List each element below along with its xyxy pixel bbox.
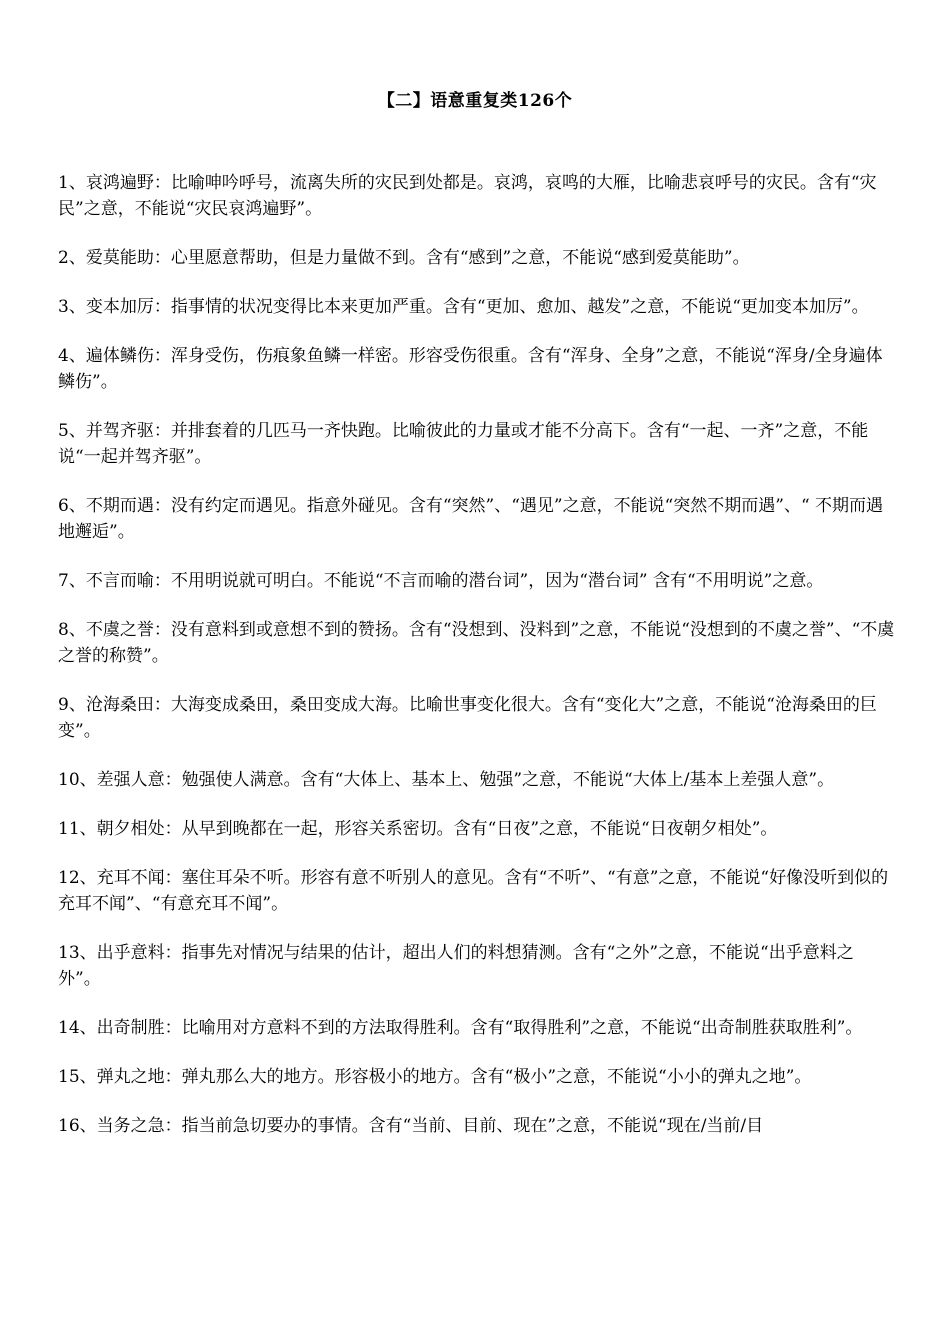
list-item: 8、不虞之誉：没有意料到或意想不到的赞扬。含有“没想到、没料到”之意，不能说“没想到的不虞之誉”、“不虞之誉的称赞”。 [58,620,895,666]
list-item: 11、朝夕相处：从早到晚都在一起，形容关系密切。含有“日夜”之意，不能说“日夜朝夕相处”。 [58,819,778,839]
page-title: 【二】语意重复类126个 [377,91,573,111]
list-item: 9、沧海桑田：大海变成桑田，桑田变成大海。比喻世事变化很大。含有“变化大”之意，不能说“沧海桑田的巨变”。 [58,695,877,741]
list-item: 15、弹丸之地：弹丸那么大的地方。形容极小的地方。含有“极小”之意，不能说“小小的弹丸之地”。 [58,1067,812,1087]
list-item: 16、当务之急：指当前急切要办的事情。含有“当前、目前、现在”之意，不能说“现在/当前/目 [58,1116,764,1136]
list-item: 14、出奇制胜：比喻用对方意料不到的方法取得胜利。含有“取得胜利”之意，不能说“出奇制胜获取胜利”。 [58,1018,863,1038]
list-item: 3、变本加厉：指事情的状况变得比本来更加严重。含有“更加、愈加、越发”之意，不能说“更加变本加厉”。 [58,297,869,317]
entry-list [58,170,896,1162]
list-item: 5、并驾齐驱：并排套着的几匹马一齐快跑。比喻彼此的力量或才能不分高下。含有“一起、一齐”之意，不能说“一起并驾齐驱”。 [58,421,869,467]
list-item: 1、哀鸿遍野：比喻呻吟呼号，流离失所的灾民到处都是。哀鸿，哀鸣的大雁，比喻悲哀呼号的灾民。含有“灾民”之意，不能说“灾民哀鸿遍野”。 [58,173,877,219]
list-item: 7、不言而喻：不用明说就可明白。不能说“不言而喻的潜台词”，因为“潜台词” 含有“不用明说”之意。 [58,571,824,591]
list-item: 2、爱莫能助：心里愿意帮助，但是力量做不到。含有“感到”之意，不能说“感到爱莫能助”。 [58,248,750,268]
list-item: 12、充耳不闻：塞住耳朵不听。形容有意不听别人的意见。含有“不听”、“有意”之意，不能说“好像没听到似的充耳不闻”、“有意充耳不闻”。 [58,868,889,914]
list-item: 10、差强人意：勉强使人满意。含有“大体上、基本上、勉强”之意，不能说“大体上/基本上差强人意”。 [58,770,835,790]
list-item: 13、出乎意料：指事先对情况与结果的估计，超出人们的料想猜测。含有“之外”之意，不能说“出乎意料之外”。 [58,943,854,989]
list-item: 6、不期而遇：没有约定而遇见。指意外碰见。含有“突然”、“遇见”之意，不能说“突然不期而遇”、“ 不期而遇地邂逅”。 [58,496,884,542]
list-item: 4、遍体鳞伤：浑身受伤，伤痕象鱼鳞一样密。形容受伤很重。含有“浑身、全身”之意，不能说“浑身/全身遍体鳞伤”。 [58,346,883,392]
